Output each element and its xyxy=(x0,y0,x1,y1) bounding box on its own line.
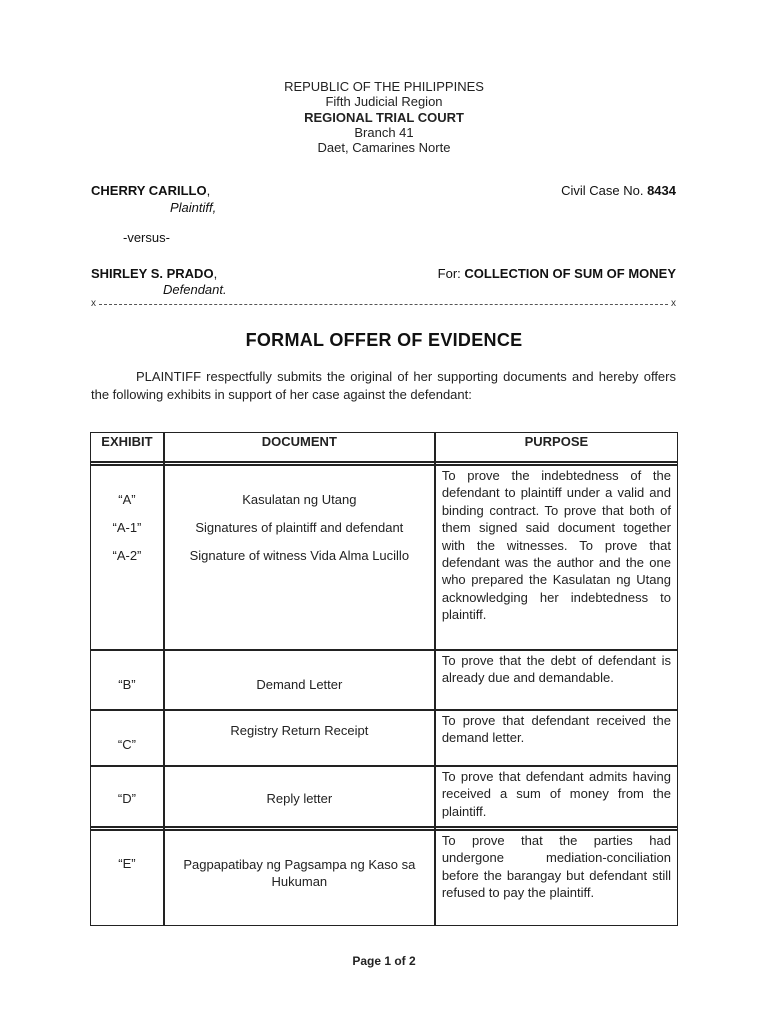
exhibit-cell xyxy=(90,710,164,766)
exhibit-cell xyxy=(90,766,164,827)
exhibit-cell xyxy=(90,830,164,926)
document-label: Registry Return Receipt xyxy=(230,723,369,738)
exhibit-label: “C” xyxy=(117,737,136,752)
case-number-block xyxy=(561,183,676,198)
document-label: Pagpapatibay ng Pagsampa ng Kaso sa Hukuman xyxy=(183,857,416,889)
table-row xyxy=(90,766,678,827)
document-label: Signatures of plaintiff and defendant xyxy=(195,520,404,535)
exhibit-label: “D” xyxy=(117,791,136,806)
court-header xyxy=(0,79,768,155)
table-row xyxy=(90,465,678,650)
plaintiff-row xyxy=(91,183,676,200)
court-name: REGIONAL TRIAL COURT xyxy=(304,109,464,125)
location-line: Daet, Camarines Norte xyxy=(317,140,451,156)
table-row xyxy=(90,710,678,766)
header-purpose: PURPOSE xyxy=(435,432,678,462)
document-label: Reply letter xyxy=(266,791,333,806)
intro-paragraph: PLAINTIFF respectfully submits the original of her supporting documents and hereby offers the following exhibits in support of her case against the defendant: xyxy=(91,369,676,402)
defendant-block xyxy=(91,266,217,281)
document-label: Demand Letter xyxy=(256,677,343,692)
branch-line: Branch 41 xyxy=(354,124,414,140)
plaintiff-name: CHERRY CARILLO xyxy=(91,183,207,198)
plaintiff-block xyxy=(91,183,210,198)
document-cell xyxy=(164,830,435,926)
case-subject-block xyxy=(438,266,676,281)
header-exhibit: EXHIBIT xyxy=(90,432,164,462)
purpose-cell: To prove that defendant admits having received a sum of money from the plaintiff. xyxy=(435,766,678,827)
purpose-cell: To prove the indebtedness of the defendant to plaintiff under a valid and binding contract. To prove that both of them signed said document together with the witnesses. To prove that defendant was the author and the one who prepared the Kasulatan ng Utang acknowledging her indebtedness to plaintiff. xyxy=(435,465,678,650)
for-label: For: xyxy=(437,266,465,281)
case-number: 8434 xyxy=(647,183,676,198)
caption-separator xyxy=(91,297,676,311)
case-label: Civil Case No. xyxy=(561,183,648,198)
exhibit-label: “B” xyxy=(118,677,136,692)
table-header-row xyxy=(90,432,678,462)
document-cell xyxy=(164,465,435,650)
defendant-role: Defendant. xyxy=(163,282,227,297)
document-label: Kasulatan ng Utang xyxy=(242,492,357,507)
document-cell xyxy=(164,650,435,710)
table-row xyxy=(90,650,678,710)
versus-text: -versus- xyxy=(123,230,170,245)
case-subject: COLLECTION OF SUM OF MONEY xyxy=(464,266,676,281)
evidence-table xyxy=(90,432,678,926)
document-title: FORMAL OFFER OF EVIDENCE xyxy=(245,330,523,350)
document-cell xyxy=(164,710,435,766)
document-label: Signature of witness Vida Alma Lucillo xyxy=(189,548,410,563)
purpose-cell: To prove that the debt of defendant is already due and demandable. xyxy=(435,650,678,710)
defendant-row xyxy=(91,266,676,283)
header-document: DOCUMENT xyxy=(164,432,435,462)
defendant-comma: , xyxy=(213,266,218,281)
purpose-cell: To prove that the parties had undergone mediation-conciliation before the barangay but defendant still refused to pay the plaintiff. xyxy=(435,830,678,926)
region-line: Fifth Judicial Region xyxy=(325,94,443,110)
separator-start: x xyxy=(91,298,96,309)
exhibit-label: “A-2” xyxy=(112,548,142,563)
exhibit-label: “E” xyxy=(118,856,136,871)
plaintiff-role: Plaintiff, xyxy=(170,200,217,215)
defendant-name: SHIRLEY S. PRADO xyxy=(91,266,214,281)
document-cell xyxy=(164,766,435,827)
plaintiff-comma: , xyxy=(206,183,211,198)
purpose-cell: To prove that defendant received the demand letter. xyxy=(435,710,678,766)
page-number: Page 1 of 2 xyxy=(352,954,416,968)
republic-line: REPUBLIC OF THE PHILIPPINES xyxy=(284,79,484,94)
separator-end: x xyxy=(671,298,676,309)
table-row xyxy=(90,830,678,926)
exhibit-cell xyxy=(90,650,164,710)
exhibit-label: “A-1” xyxy=(112,520,142,535)
exhibit-label: “A” xyxy=(118,492,136,507)
exhibit-cell xyxy=(90,465,164,650)
separator-dashes xyxy=(99,304,668,305)
